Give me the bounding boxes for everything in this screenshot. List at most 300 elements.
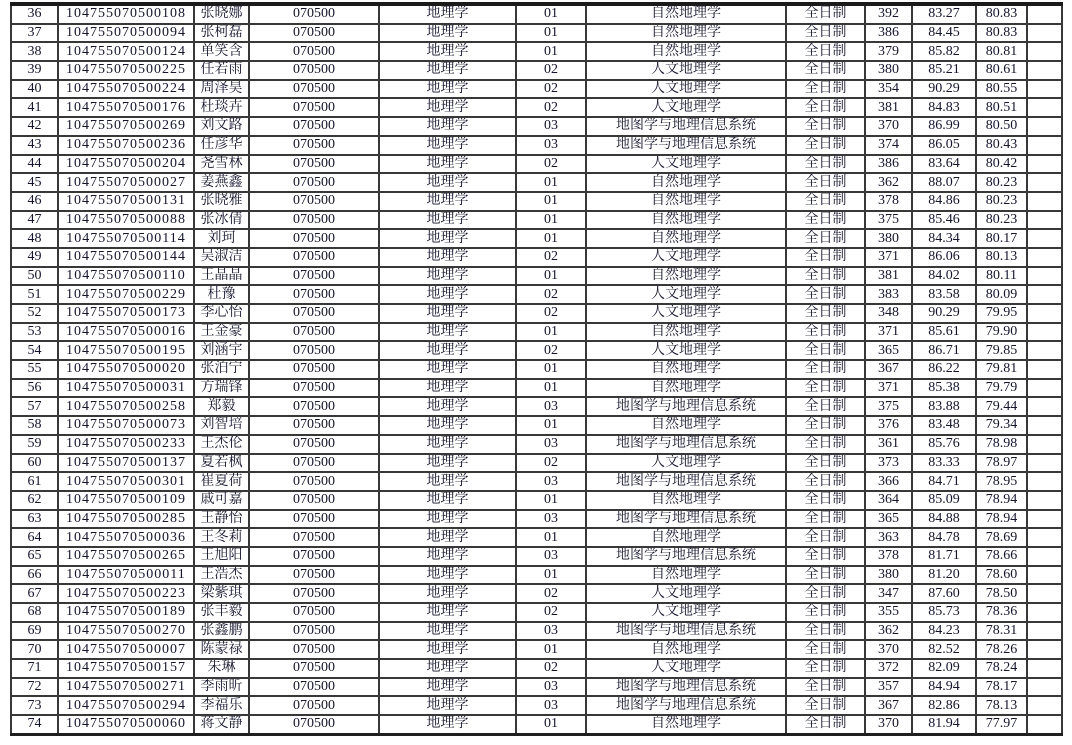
- direction-code-cell: 01: [516, 24, 586, 43]
- major-code-cell: 070500: [249, 360, 379, 379]
- direction-code-cell: 02: [516, 155, 586, 174]
- retest-score-cell: 86.99: [912, 117, 976, 136]
- direction-code-cell: 02: [516, 285, 586, 304]
- name-cell: 杜豫: [194, 285, 249, 304]
- row-number-cell: 57: [11, 397, 58, 416]
- initial-score-cell: 348: [865, 304, 912, 323]
- initial-score-cell: 379: [865, 42, 912, 61]
- candidate-id-cell: 104755070500060: [58, 715, 194, 734]
- name-cell: 夏若枫: [194, 454, 249, 473]
- name-cell: 王浩杰: [194, 566, 249, 585]
- table-row: [11, 640, 1062, 659]
- major-name-cell: 地理学: [379, 397, 516, 416]
- direction-code-cell: 01: [516, 229, 586, 248]
- research-direction-cell: 人文地理学: [586, 341, 786, 360]
- empty-cell: [1027, 360, 1062, 379]
- research-direction-cell: 人文地理学: [586, 61, 786, 80]
- total-score-cell: 79.90: [976, 323, 1027, 342]
- candidate-id-cell: 104755070500224: [58, 80, 194, 99]
- row-number-cell: 61: [11, 472, 58, 491]
- total-score-cell: 80.23: [976, 192, 1027, 211]
- major-name-cell: 地理学: [379, 24, 516, 43]
- direction-code-cell: 01: [516, 491, 586, 510]
- candidate-id-cell: 104755070500233: [58, 435, 194, 454]
- research-direction-cell: 人文地理学: [586, 304, 786, 323]
- major-code-cell: 070500: [249, 640, 379, 659]
- total-score-cell: 77.97: [976, 715, 1027, 734]
- study-mode-cell: 全日制: [786, 435, 865, 454]
- major-code-cell: 070500: [249, 584, 379, 603]
- empty-cell: [1027, 24, 1062, 43]
- row-number-cell: 46: [11, 192, 58, 211]
- study-mode-cell: 全日制: [786, 211, 865, 230]
- empty-cell: [1027, 454, 1062, 473]
- direction-code-cell: 02: [516, 304, 586, 323]
- total-score-cell: 78.50: [976, 584, 1027, 603]
- major-name-cell: 地理学: [379, 323, 516, 342]
- major-name-cell: 地理学: [379, 416, 516, 435]
- empty-cell: [1027, 173, 1062, 192]
- row-number-cell: 50: [11, 267, 58, 286]
- retest-score-cell: 82.09: [912, 659, 976, 678]
- retest-score-cell: 83.27: [912, 4, 976, 24]
- total-score-cell: 80.11: [976, 267, 1027, 286]
- total-score-cell: 80.81: [976, 42, 1027, 61]
- major-code-cell: 070500: [249, 192, 379, 211]
- study-mode-cell: 全日制: [786, 173, 865, 192]
- major-code-cell: 070500: [249, 416, 379, 435]
- research-direction-cell: 人文地理学: [586, 155, 786, 174]
- initial-score-cell: 371: [865, 323, 912, 342]
- study-mode-cell: 全日制: [786, 416, 865, 435]
- study-mode-cell: 全日制: [786, 98, 865, 117]
- major-code-cell: 070500: [249, 155, 379, 174]
- candidate-id-cell: 104755070500088: [58, 211, 194, 230]
- table-row: [11, 285, 1062, 304]
- major-code-cell: 070500: [249, 696, 379, 715]
- major-name-cell: 地理学: [379, 248, 516, 267]
- total-score-cell: 79.44: [976, 397, 1027, 416]
- study-mode-cell: 全日制: [786, 622, 865, 641]
- table-row: [11, 510, 1062, 529]
- retest-score-cell: 84.94: [912, 678, 976, 697]
- research-direction-cell: 自然地理学: [586, 42, 786, 61]
- major-code-cell: 070500: [249, 528, 379, 547]
- empty-cell: [1027, 136, 1062, 155]
- direction-code-cell: 01: [516, 640, 586, 659]
- table-row: [11, 117, 1062, 136]
- row-number-cell: 54: [11, 341, 58, 360]
- initial-score-cell: 370: [865, 715, 912, 734]
- initial-score-cell: 365: [865, 510, 912, 529]
- table-row: [11, 304, 1062, 323]
- total-score-cell: 79.34: [976, 416, 1027, 435]
- study-mode-cell: 全日制: [786, 397, 865, 416]
- major-name-cell: 地理学: [379, 304, 516, 323]
- initial-score-cell: 378: [865, 192, 912, 211]
- empty-cell: [1027, 267, 1062, 286]
- direction-code-cell: 01: [516, 528, 586, 547]
- table-row: [11, 267, 1062, 286]
- candidate-id-cell: 104755070500236: [58, 136, 194, 155]
- research-direction-cell: 人文地理学: [586, 98, 786, 117]
- direction-code-cell: 02: [516, 341, 586, 360]
- initial-score-cell: 367: [865, 696, 912, 715]
- retest-score-cell: 90.29: [912, 304, 976, 323]
- initial-score-cell: 376: [865, 416, 912, 435]
- initial-score-cell: 362: [865, 173, 912, 192]
- empty-cell: [1027, 584, 1062, 603]
- total-score-cell: 80.42: [976, 155, 1027, 174]
- empty-cell: [1027, 491, 1062, 510]
- empty-cell: [1027, 285, 1062, 304]
- direction-code-cell: 01: [516, 360, 586, 379]
- research-direction-cell: 自然地理学: [586, 360, 786, 379]
- study-mode-cell: 全日制: [786, 61, 865, 80]
- empty-cell: [1027, 472, 1062, 491]
- name-cell: 蒋文静: [194, 715, 249, 734]
- total-score-cell: 78.13: [976, 696, 1027, 715]
- total-score-cell: 78.66: [976, 547, 1027, 566]
- total-score-cell: 78.17: [976, 678, 1027, 697]
- candidate-id-cell: 104755070500189: [58, 603, 194, 622]
- study-mode-cell: 全日制: [786, 24, 865, 43]
- major-name-cell: 地理学: [379, 229, 516, 248]
- initial-score-cell: 386: [865, 24, 912, 43]
- row-number-cell: 49: [11, 248, 58, 267]
- row-number-cell: 36: [11, 4, 58, 24]
- initial-score-cell: 364: [865, 491, 912, 510]
- initial-score-cell: 378: [865, 547, 912, 566]
- candidate-id-cell: 104755070500225: [58, 61, 194, 80]
- row-number-cell: 42: [11, 117, 58, 136]
- table-row: [11, 379, 1062, 398]
- direction-code-cell: 03: [516, 547, 586, 566]
- name-cell: 张泊宁: [194, 360, 249, 379]
- table-row: [11, 547, 1062, 566]
- empty-cell: [1027, 416, 1062, 435]
- total-score-cell: 78.60: [976, 566, 1027, 585]
- table-row: [11, 416, 1062, 435]
- initial-score-cell: 373: [865, 454, 912, 473]
- retest-score-cell: 85.09: [912, 491, 976, 510]
- retest-score-cell: 84.23: [912, 622, 976, 641]
- retest-score-cell: 83.48: [912, 416, 976, 435]
- research-direction-cell: 自然地理学: [586, 192, 786, 211]
- table-row: [11, 715, 1062, 734]
- row-number-cell: 44: [11, 155, 58, 174]
- study-mode-cell: 全日制: [786, 117, 865, 136]
- row-number-cell: 39: [11, 61, 58, 80]
- total-score-cell: 79.95: [976, 304, 1027, 323]
- retest-score-cell: 84.83: [912, 98, 976, 117]
- research-direction-cell: 自然地理学: [586, 323, 786, 342]
- retest-score-cell: 83.88: [912, 397, 976, 416]
- direction-code-cell: 02: [516, 248, 586, 267]
- study-mode-cell: 全日制: [786, 566, 865, 585]
- retest-score-cell: 85.76: [912, 435, 976, 454]
- total-score-cell: 78.95: [976, 472, 1027, 491]
- retest-score-cell: 86.71: [912, 341, 976, 360]
- candidate-id-cell: 104755070500031: [58, 379, 194, 398]
- row-number-cell: 48: [11, 229, 58, 248]
- total-score-cell: 80.61: [976, 61, 1027, 80]
- initial-score-cell: 370: [865, 117, 912, 136]
- candidate-id-cell: 104755070500301: [58, 472, 194, 491]
- table-row: [11, 341, 1062, 360]
- retest-score-cell: 81.71: [912, 547, 976, 566]
- total-score-cell: 80.55: [976, 80, 1027, 99]
- candidate-id-cell: 104755070500173: [58, 304, 194, 323]
- empty-cell: [1027, 80, 1062, 99]
- name-cell: 刘智培: [194, 416, 249, 435]
- direction-code-cell: 03: [516, 136, 586, 155]
- table-row: [11, 42, 1062, 61]
- retest-score-cell: 85.46: [912, 211, 976, 230]
- major-name-cell: 地理学: [379, 360, 516, 379]
- candidate-id-cell: 104755070500137: [58, 454, 194, 473]
- major-code-cell: 070500: [249, 24, 379, 43]
- empty-cell: [1027, 323, 1062, 342]
- research-direction-cell: 自然地理学: [586, 416, 786, 435]
- name-cell: 张鑫鹏: [194, 622, 249, 641]
- retest-score-cell: 84.88: [912, 510, 976, 529]
- retest-score-cell: 84.86: [912, 192, 976, 211]
- direction-code-cell: 01: [516, 267, 586, 286]
- major-code-cell: 070500: [249, 173, 379, 192]
- initial-score-cell: 371: [865, 248, 912, 267]
- study-mode-cell: 全日制: [786, 659, 865, 678]
- major-code-cell: 070500: [249, 397, 379, 416]
- row-number-cell: 41: [11, 98, 58, 117]
- table-row: [11, 603, 1062, 622]
- research-direction-cell: 地图学与地理信息系统: [586, 510, 786, 529]
- major-code-cell: 070500: [249, 285, 379, 304]
- table-row: [11, 173, 1062, 192]
- name-cell: 戚可嘉: [194, 491, 249, 510]
- study-mode-cell: 全日制: [786, 547, 865, 566]
- total-score-cell: 80.17: [976, 229, 1027, 248]
- empty-cell: [1027, 304, 1062, 323]
- candidate-id-cell: 104755070500144: [58, 248, 194, 267]
- initial-score-cell: 375: [865, 211, 912, 230]
- direction-code-cell: 01: [516, 379, 586, 398]
- major-code-cell: 070500: [249, 136, 379, 155]
- name-cell: 朱琳: [194, 659, 249, 678]
- name-cell: 张冰倩: [194, 211, 249, 230]
- empty-cell: [1027, 98, 1062, 117]
- research-direction-cell: 人文地理学: [586, 584, 786, 603]
- initial-score-cell: 371: [865, 379, 912, 398]
- name-cell: 王晶晶: [194, 267, 249, 286]
- retest-score-cell: 84.78: [912, 528, 976, 547]
- total-score-cell: 80.50: [976, 117, 1027, 136]
- initial-score-cell: 362: [865, 622, 912, 641]
- candidate-id-cell: 104755070500073: [58, 416, 194, 435]
- total-score-cell: 78.94: [976, 510, 1027, 529]
- study-mode-cell: 全日制: [786, 42, 865, 61]
- research-direction-cell: 人文地理学: [586, 659, 786, 678]
- major-name-cell: 地理学: [379, 61, 516, 80]
- study-mode-cell: 全日制: [786, 678, 865, 697]
- total-score-cell: 80.13: [976, 248, 1027, 267]
- empty-cell: [1027, 229, 1062, 248]
- study-mode-cell: 全日制: [786, 491, 865, 510]
- candidate-id-cell: 104755070500007: [58, 640, 194, 659]
- retest-score-cell: 84.71: [912, 472, 976, 491]
- retest-score-cell: 82.52: [912, 640, 976, 659]
- table-row: [11, 528, 1062, 547]
- direction-code-cell: 02: [516, 584, 586, 603]
- major-code-cell: 070500: [249, 510, 379, 529]
- name-cell: 李雨昕: [194, 678, 249, 697]
- row-number-cell: 37: [11, 24, 58, 43]
- study-mode-cell: 全日制: [786, 379, 865, 398]
- name-cell: 梁紫琪: [194, 584, 249, 603]
- row-number-cell: 45: [11, 173, 58, 192]
- initial-score-cell: 361: [865, 435, 912, 454]
- candidate-id-cell: 104755070500109: [58, 491, 194, 510]
- name-cell: 任若雨: [194, 61, 249, 80]
- total-score-cell: 78.26: [976, 640, 1027, 659]
- total-score-cell: 78.69: [976, 528, 1027, 547]
- major-name-cell: 地理学: [379, 640, 516, 659]
- table-row: [11, 155, 1062, 174]
- major-name-cell: 地理学: [379, 4, 516, 24]
- major-code-cell: 070500: [249, 341, 379, 360]
- initial-score-cell: 347: [865, 584, 912, 603]
- name-cell: 任彦华: [194, 136, 249, 155]
- study-mode-cell: 全日制: [786, 285, 865, 304]
- total-score-cell: 80.51: [976, 98, 1027, 117]
- initial-score-cell: 383: [865, 285, 912, 304]
- total-score-cell: 78.31: [976, 622, 1027, 641]
- table-row: [11, 24, 1062, 43]
- retest-score-cell: 84.45: [912, 24, 976, 43]
- study-mode-cell: 全日制: [786, 584, 865, 603]
- major-name-cell: 地理学: [379, 211, 516, 230]
- direction-code-cell: 03: [516, 472, 586, 491]
- major-code-cell: 070500: [249, 323, 379, 342]
- retest-score-cell: 83.64: [912, 155, 976, 174]
- retest-score-cell: 82.86: [912, 696, 976, 715]
- initial-score-cell: 392: [865, 4, 912, 24]
- empty-cell: [1027, 211, 1062, 230]
- table-row: [11, 659, 1062, 678]
- total-score-cell: 78.36: [976, 603, 1027, 622]
- name-cell: 郑毅: [194, 397, 249, 416]
- name-cell: 李福乐: [194, 696, 249, 715]
- row-number-cell: 72: [11, 678, 58, 697]
- table-row: [11, 454, 1062, 473]
- major-name-cell: 地理学: [379, 435, 516, 454]
- total-score-cell: 80.83: [976, 24, 1027, 43]
- candidate-id-cell: 104755070500020: [58, 360, 194, 379]
- major-code-cell: 070500: [249, 547, 379, 566]
- study-mode-cell: 全日制: [786, 341, 865, 360]
- table-row: [11, 584, 1062, 603]
- retest-score-cell: 84.34: [912, 229, 976, 248]
- major-name-cell: 地理学: [379, 117, 516, 136]
- table-row: [11, 622, 1062, 641]
- research-direction-cell: 自然地理学: [586, 715, 786, 734]
- retest-score-cell: 85.61: [912, 323, 976, 342]
- major-name-cell: 地理学: [379, 528, 516, 547]
- total-score-cell: 80.23: [976, 173, 1027, 192]
- retest-score-cell: 86.06: [912, 248, 976, 267]
- direction-code-cell: 01: [516, 416, 586, 435]
- major-name-cell: 地理学: [379, 136, 516, 155]
- name-cell: 周泽昊: [194, 80, 249, 99]
- total-score-cell: 80.09: [976, 285, 1027, 304]
- name-cell: 王静怡: [194, 510, 249, 529]
- major-name-cell: 地理学: [379, 98, 516, 117]
- initial-score-cell: 375: [865, 397, 912, 416]
- row-number-cell: 69: [11, 622, 58, 641]
- research-direction-cell: 地图学与地理信息系统: [586, 696, 786, 715]
- name-cell: 张晓娜: [194, 4, 249, 24]
- name-cell: 尧雪林: [194, 155, 249, 174]
- empty-cell: [1027, 547, 1062, 566]
- row-number-cell: 52: [11, 304, 58, 323]
- empty-cell: [1027, 397, 1062, 416]
- row-number-cell: 55: [11, 360, 58, 379]
- row-number-cell: 63: [11, 510, 58, 529]
- name-cell: 张晓雅: [194, 192, 249, 211]
- initial-score-cell: 367: [865, 360, 912, 379]
- major-name-cell: 地理学: [379, 678, 516, 697]
- empty-cell: [1027, 117, 1062, 136]
- research-direction-cell: 自然地理学: [586, 173, 786, 192]
- major-name-cell: 地理学: [379, 267, 516, 286]
- retest-score-cell: 81.20: [912, 566, 976, 585]
- row-number-cell: 38: [11, 42, 58, 61]
- retest-score-cell: 85.73: [912, 603, 976, 622]
- research-direction-cell: 自然地理学: [586, 640, 786, 659]
- retest-score-cell: 85.82: [912, 42, 976, 61]
- total-score-cell: 78.98: [976, 435, 1027, 454]
- initial-score-cell: 381: [865, 98, 912, 117]
- initial-score-cell: 366: [865, 472, 912, 491]
- row-number-cell: 68: [11, 603, 58, 622]
- major-code-cell: 070500: [249, 491, 379, 510]
- direction-code-cell: 03: [516, 622, 586, 641]
- name-cell: 刘涵宇: [194, 341, 249, 360]
- study-mode-cell: 全日制: [786, 528, 865, 547]
- major-code-cell: 070500: [249, 267, 379, 286]
- total-score-cell: 78.24: [976, 659, 1027, 678]
- candidate-id-cell: 104755070500258: [58, 397, 194, 416]
- table-row: [11, 360, 1062, 379]
- initial-score-cell: 372: [865, 659, 912, 678]
- study-mode-cell: 全日制: [786, 229, 865, 248]
- major-name-cell: 地理学: [379, 80, 516, 99]
- study-mode-cell: 全日制: [786, 603, 865, 622]
- empty-cell: [1027, 603, 1062, 622]
- major-name-cell: 地理学: [379, 659, 516, 678]
- direction-code-cell: 01: [516, 566, 586, 585]
- initial-score-cell: 370: [865, 640, 912, 659]
- major-code-cell: 070500: [249, 4, 379, 24]
- direction-code-cell: 03: [516, 696, 586, 715]
- name-cell: 陈蒙禄: [194, 640, 249, 659]
- total-score-cell: 78.94: [976, 491, 1027, 510]
- row-number-cell: 71: [11, 659, 58, 678]
- empty-cell: [1027, 341, 1062, 360]
- study-mode-cell: 全日制: [786, 136, 865, 155]
- major-code-cell: 070500: [249, 603, 379, 622]
- candidate-id-cell: 104755070500204: [58, 155, 194, 174]
